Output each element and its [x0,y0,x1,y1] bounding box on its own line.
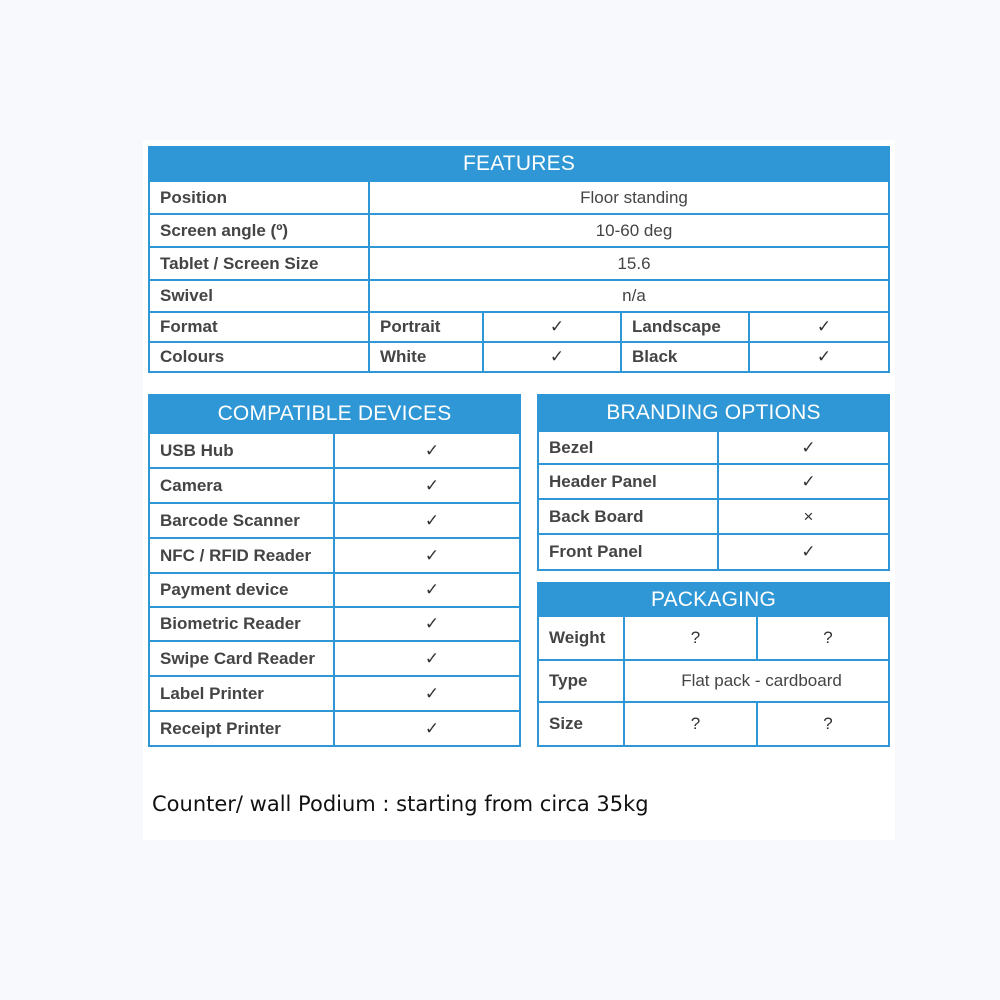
format-portrait-label: Portrait [369,312,483,342]
check-icon: ✓ [334,538,520,573]
colours-label: Colours [149,342,369,372]
cross-icon: × [718,499,889,534]
check-icon: ✓ [334,607,520,641]
format-landscape-label: Landscape [621,312,749,342]
format-landscape-check-icon: ✓ [749,312,889,342]
branding-label: Bezel [538,431,718,464]
screen-angle-label: Screen angle (º) [149,214,369,247]
features-table [148,146,890,373]
size-value-2: ? [757,702,889,746]
table-row [149,342,889,372]
table-row [538,660,889,702]
format-label: Format [149,312,369,342]
device-label: Label Printer [149,676,334,711]
position-label: Position [149,181,369,214]
tablet-size-value: 15.6 [369,247,889,280]
table-row [149,538,520,573]
check-icon: ✓ [334,468,520,503]
table-row [149,573,520,607]
weight-value-1: ? [624,616,757,660]
branding-options-table [537,394,890,571]
compatible-devices-title: COMPATIBLE DEVICES [149,395,520,433]
type-value: Flat pack - cardboard [624,660,889,702]
weight-value-2: ? [757,616,889,660]
table-row [538,464,889,499]
table-row [149,433,520,468]
device-label: Camera [149,468,334,503]
table-row [538,534,889,570]
table-row [149,468,520,503]
device-label: Biometric Reader [149,607,334,641]
table-row [149,181,889,214]
size-value-1: ? [624,702,757,746]
colours-black-label: Black [621,342,749,372]
compatible-devices-table [148,394,521,747]
branding-options-title: BRANDING OPTIONS [538,395,889,431]
table-row [538,431,889,464]
features-title: FEATURES [149,147,889,181]
table-row [149,312,889,342]
table-row [149,280,889,312]
check-icon: ✓ [334,433,520,468]
table-row [149,711,520,746]
check-icon: ✓ [334,573,520,607]
table-row [538,499,889,534]
device-label: Barcode Scanner [149,503,334,538]
packaging-table [537,582,890,747]
weight-label: Weight [538,616,624,660]
device-label: Swipe Card Reader [149,641,334,676]
check-icon: ✓ [334,711,520,746]
table-row [538,616,889,660]
device-label: USB Hub [149,433,334,468]
branding-label: Back Board [538,499,718,534]
colours-white-check-icon: ✓ [483,342,621,372]
check-icon: ✓ [334,676,520,711]
check-icon: ✓ [334,641,520,676]
tablet-size-label: Tablet / Screen Size [149,247,369,280]
device-label: NFC / RFID Reader [149,538,334,573]
position-value: Floor standing [369,181,889,214]
swivel-label: Swivel [149,280,369,312]
check-icon: ✓ [718,534,889,570]
check-icon: ✓ [718,431,889,464]
table-row [149,503,520,538]
swivel-value: n/a [369,280,889,312]
type-label: Type [538,660,624,702]
table-row [149,607,520,641]
branding-label: Front Panel [538,534,718,570]
table-row [149,641,520,676]
colours-black-check-icon: ✓ [749,342,889,372]
podium-weight-note: Counter/ wall Podium : starting from circa 35kg [152,792,649,816]
screen-angle-value: 10-60 deg [369,214,889,247]
device-label: Receipt Printer [149,711,334,746]
table-row [149,676,520,711]
branding-label: Header Panel [538,464,718,499]
table-row [149,214,889,247]
format-portrait-check-icon: ✓ [483,312,621,342]
table-row [149,247,889,280]
device-label: Payment device [149,573,334,607]
size-label: Size [538,702,624,746]
packaging-title: PACKAGING [538,583,889,616]
check-icon: ✓ [718,464,889,499]
check-icon: ✓ [334,503,520,538]
table-row [538,702,889,746]
colours-white-label: White [369,342,483,372]
